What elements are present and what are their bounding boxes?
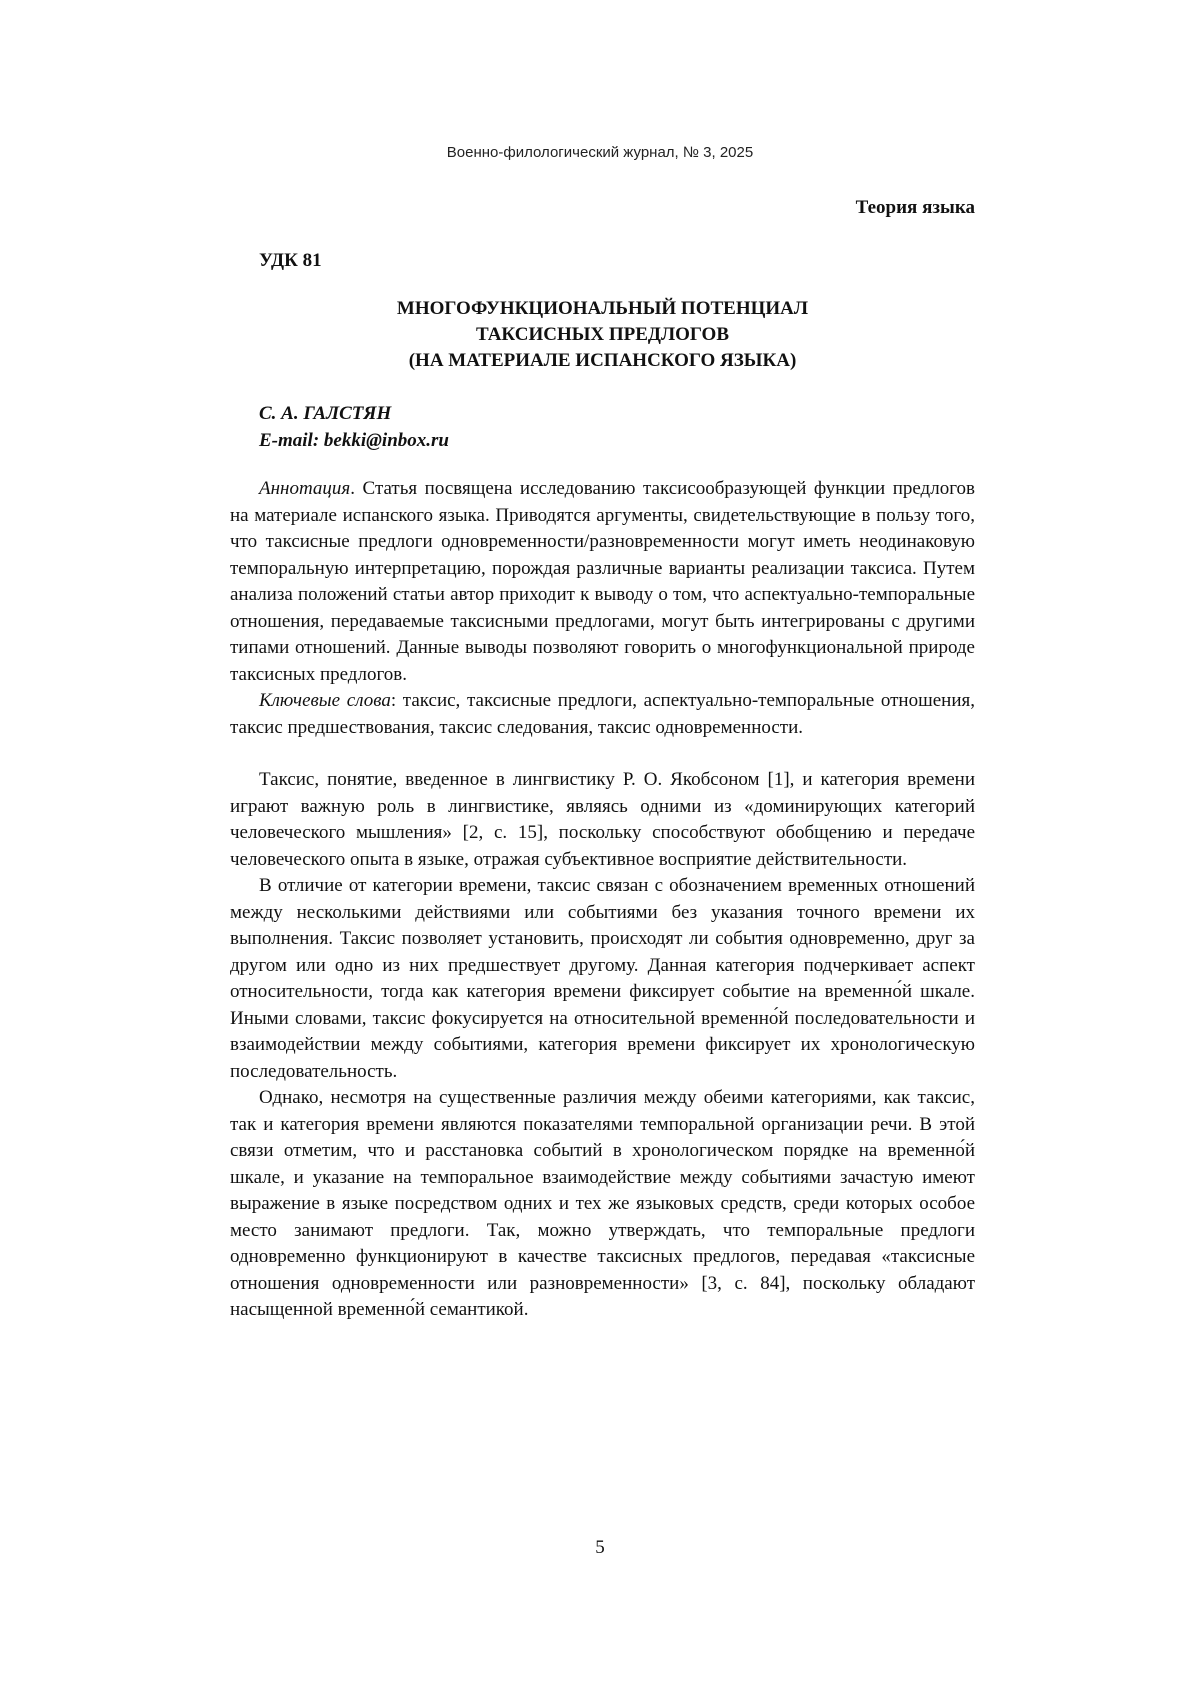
section-name: Теория языка <box>855 197 975 218</box>
author-block <box>230 401 975 454</box>
body-paragraph-1: Таксис, понятие, введенное в лингвистику Р. О. Якобсоном [1], и категория времени играют важную роль в лингвистике, являясь одними из «доминирующих категорий человеческого мышления» [2, с. 15], поскольку способствуют обобщению и передаче человеческого опыта в языке, отражая субъективное восприятие действительности. <box>230 769 975 870</box>
keywords-paragraph <box>230 688 975 741</box>
abstract-paragraph <box>230 476 975 688</box>
abstract-label: Аннотация <box>259 478 351 499</box>
title-line-2: ТАКСИСНЫХ ПРЕДЛОГОВ <box>475 324 729 345</box>
body-paragraph-2: В отличие от категории времени, таксис связан с обозначением временных отношений между несколькими действиями или событиями без указания точного времени их выполнения. Таксис позволяет установить, происходят ли события одновременно, друг за другом или одно из них предшествует другому. Данная категория подчеркивает аспект относительности, тогда как категория времени фиксирует событие на временно́й шкале. Иными словами, таксис фокусируется на относительной временно́й последовательности и взаимодействии между событиями, категория времени фиксирует их хронологическую последовательность. <box>230 875 975 1082</box>
journal-header: Военно-филологический журнал, № 3, 2025 <box>446 144 754 161</box>
article-body <box>230 767 975 1324</box>
abstract-text: . Статья посвящена исследованию таксисообразующей функции предлогов на материале испанского языка. Приводятся аргументы, свидетельствующие в пользу того, что таксисные предлоги одновременности/разновременности могут иметь неодинаковую темпоральную интерпретацию, порождая различные варианты реализации таксиса. Путем анализа положений статьи автор приходит к выводу о том, что аспектуально-темпоральные отношения, передаваемые таксисными предлогами, могут быть интегрированы с другими типами отношений. Данные выводы позволяют говорить о многофункциональной природе таксисных предлогов. <box>230 478 975 685</box>
page-number: 5 <box>595 1537 605 1558</box>
author-name: С. А. ГАЛСТЯН <box>259 403 392 424</box>
author-email: E-mail: bekki@inbox.ru <box>259 429 449 451</box>
article-title <box>230 296 975 374</box>
body-paragraph-3: Однако, несмотря на существенные различия между обеими категориями, как таксис, так и категория времени являются показателями темпоральной организации речи. В этой связи отметим, что и расстановка событий в хронологическом порядке на временно́й шкале, и указание на темпоральное взаимодействие между событиями зачастую имеют выражение в языке посредством одних и тех же языковых средств, среди которых особое место занимают предлоги. Так, можно утверждать, что темпоральные предлоги одновременно функционируют в качестве таксисных предлогов, передавая «таксисные отношения одновременности или разновременности» [3, с. 84], поскольку обладают насыщенной временно́й семантикой. <box>230 1087 975 1320</box>
article-content <box>230 195 975 1324</box>
keywords-text: : таксис, таксисные предлоги, аспектуально-темпоральные отношения, таксис предшествования, таксис следования, таксис одновременности. <box>230 690 975 738</box>
title-line-3: (НА МАТЕРИАЛЕ ИСПАНСКОГО ЯЗЫКА) <box>408 350 797 371</box>
keywords-label: Ключевые слова <box>259 690 391 711</box>
abstract-section <box>230 476 975 741</box>
title-line-1: МНОГОФУНКЦИОНАЛЬНЫЙ ПОТЕНЦИАЛ <box>396 298 809 319</box>
udk-code: УДК 81 <box>259 249 322 271</box>
